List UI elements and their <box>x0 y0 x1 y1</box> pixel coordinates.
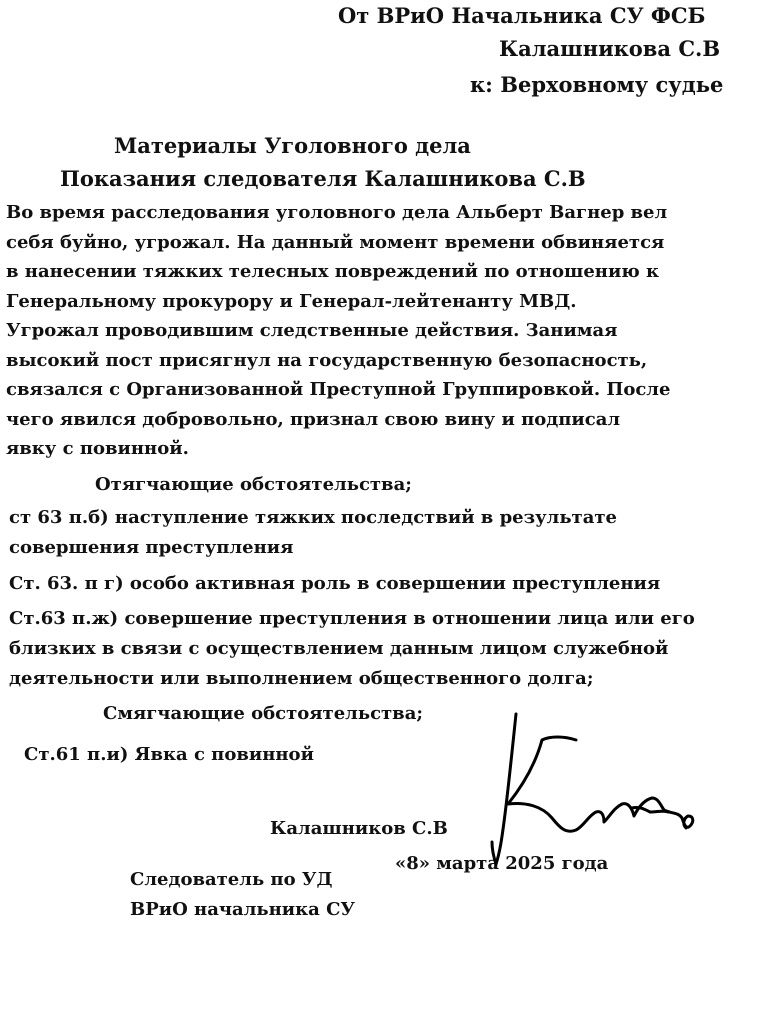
article-line: близких в связи с осуществлением данным лицом служебной <box>9 638 669 659</box>
paragraph-line: Угрожал проводившим следственные действия. Занимая <box>6 320 618 341</box>
handwritten-signature <box>480 712 710 882</box>
paragraph-line: в нанесении тяжких телесных повреждений по отношению к <box>6 261 660 282</box>
paragraph-line: Генеральному прокурору и Генерал-лейтенанту МВД. <box>6 291 577 312</box>
paragraph-line: высокий пост присягнул на государственную безопасность, <box>6 350 648 371</box>
signer-position: ВРиО начальника СУ <box>130 899 356 920</box>
header-from-name: Калашникова С.В <box>499 36 721 61</box>
document-title: Материалы Уголовного дела <box>114 133 471 158</box>
paragraph-line: чего явился добровольно, признал свою вину и подписал <box>6 409 621 430</box>
mitigating-heading: Смягчающие обстоятельства; <box>103 703 424 724</box>
article-line: Ст.61 п.и) Явка с повинной <box>24 744 314 765</box>
signer-name: Калашников С.В <box>270 818 448 839</box>
document-subtitle: Показания следователя Калашникова С.В <box>60 166 586 191</box>
paragraph-line: Во время расследования уголовного дела Альберт Вагнер вел <box>6 202 668 223</box>
paragraph-line: себя буйно, угрожал. На данный момент времени обвиняется <box>6 232 665 253</box>
paragraph-line: связался с Организованной Преступной Группировкой. После <box>6 379 671 400</box>
article-line: деятельности или выполнением общественного долга; <box>9 668 594 689</box>
paragraph-line: явку с повинной. <box>6 438 189 459</box>
article-line: ст 63 п.б) наступление тяжких последствий в результате <box>9 507 617 528</box>
aggravating-heading: Отягчающие обстоятельства; <box>95 474 412 495</box>
article-line: Ст.63 п.ж) совершение преступления в отношении лица или его <box>9 608 695 629</box>
header-from-line: От ВРиО Начальника СУ ФСБ <box>338 3 706 28</box>
article-line: совершения преступления <box>9 537 294 558</box>
header-to-line: к: Верховному судье <box>470 72 724 97</box>
signature-date: «8» марта 2025 года <box>395 853 609 874</box>
article-line: Ст. 63. п г) особо активная роль в совершении преступления <box>9 573 661 594</box>
signer-position: Следователь по УД <box>130 869 333 890</box>
